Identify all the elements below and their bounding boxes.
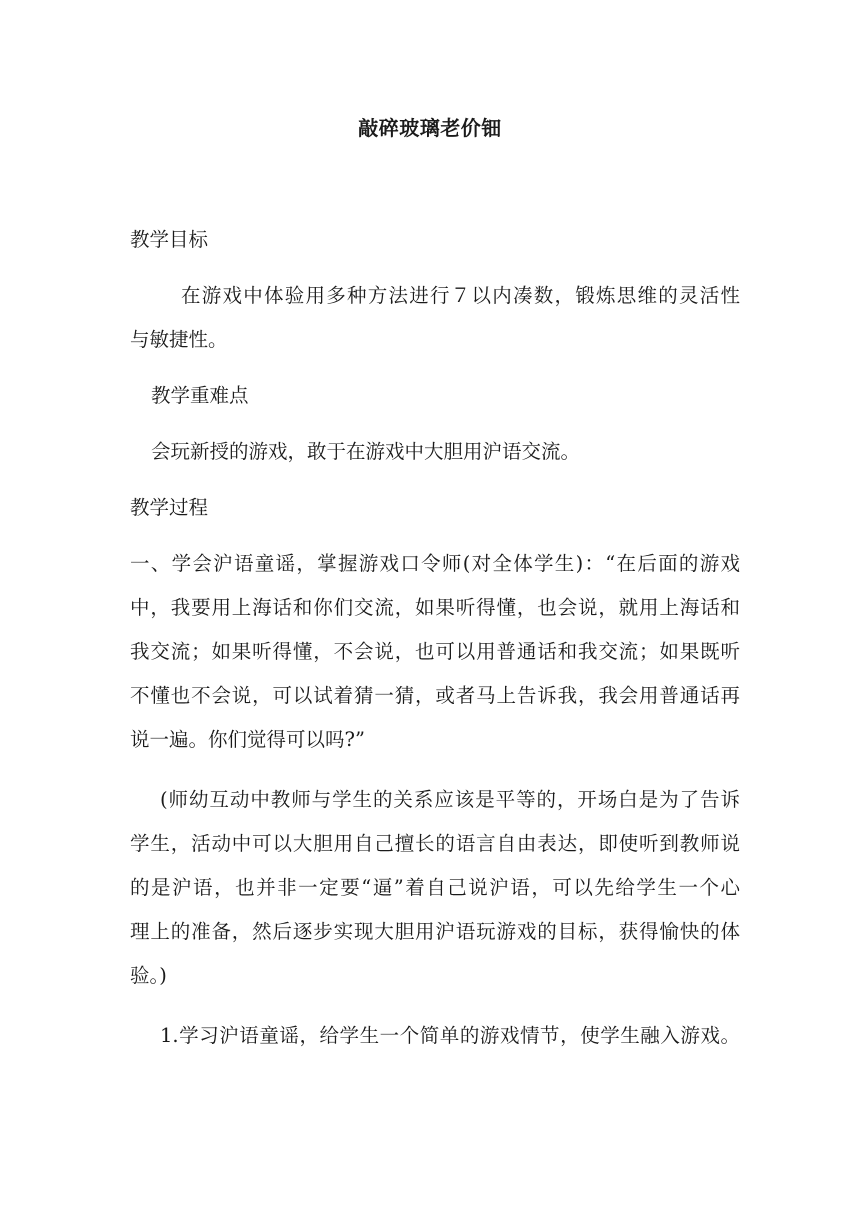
difficulty-heading: 教学重难点: [151, 384, 249, 407]
substep-1: 1.学习沪语童谣，给学生一个简单的游戏情节，使学生融入游戏。: [160, 1024, 740, 1047]
objective-heading: 教学目标: [130, 228, 209, 251]
step1-line-2: 中，我要用上海话和你们交流，如果听得懂，也会说，就用上海话和: [130, 596, 740, 619]
note-line-2: 学生，活动中可以大胆用自己擅长的语言自由表达，即使听到教师说: [130, 832, 740, 855]
objective-line-1: 在游戏中体验用多种方法进行７以内凑数，锻炼思维的灵活性: [181, 284, 740, 307]
difficulty-text: 会玩新授的游戏，敢于在游戏中大胆用沪语交流。: [151, 440, 581, 463]
step1-line-3: 我交流；如果听得懂，不会说，也可以用普通话和我交流；如果既听: [130, 640, 740, 663]
note-line-1: (师幼互动中教师与学生的关系应该是平等的，开场白是为了告诉: [160, 788, 740, 811]
step1-line-5: 说一遍。你们觉得可以吗?”: [130, 728, 365, 751]
note-line-4: 理上的准备，然后逐步实现大胆用沪语玩游戏的目标，获得愉快的体: [130, 920, 740, 943]
note-line-5: 验。): [130, 964, 167, 987]
note-line-3: 的是沪语，也并非一定要“逼”着自己说沪语，可以先给学生一个心: [130, 876, 740, 899]
objective-line-2: 与敏捷性。: [130, 328, 228, 351]
step1-line-1: 一、学会沪语童谣，掌握游戏口令师(对全体学生)：“在后面的游戏: [130, 552, 740, 575]
process-heading: 教学过程: [130, 496, 209, 519]
step1-line-4: 不懂也不会说，可以试着猜一猜，或者马上告诉我，我会用普通话再: [130, 684, 740, 707]
document-title: 敲碎玻璃老价钿: [358, 116, 502, 140]
